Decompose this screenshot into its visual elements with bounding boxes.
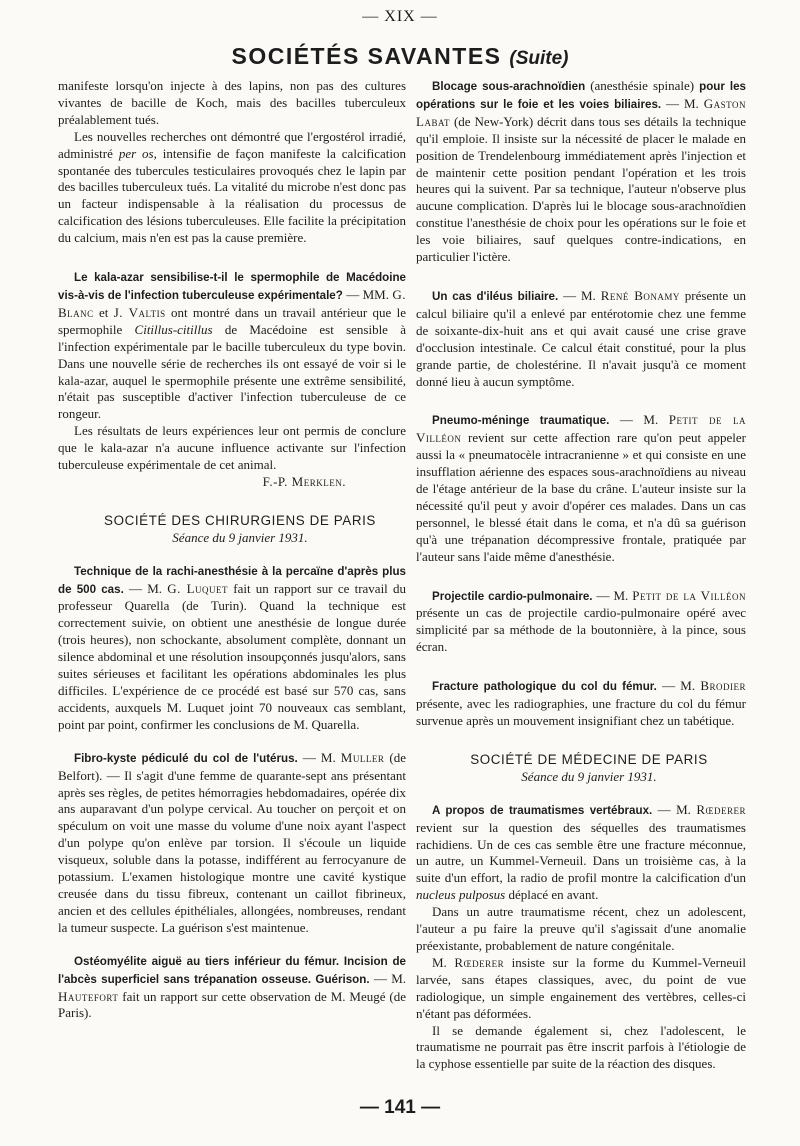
page-header bbox=[0, 43, 800, 70]
article-osteomyelite: Ostéomyélite aiguë au tiers inférieur du fémur. Incision de l'abcès superficiel sans trépanation osseuse. Guérison. — M. Hautefort fait un rapport sur cette observation de M. Meugé (de Paris). bbox=[58, 954, 406, 1021]
article-fibro-kyste: Fibro-kyste pédiculé du col de l'utérus. — M. Muller (de Belfort). — Il s'agit d'une femme de quarante-sept ans présentant après ses règles, de petites hémorragies hebdomadaires, opérée dix ans auparavant d'un polype cervical. Au toucher on perçoit et on spéculum on voit une masse du volume d'une noix ayant l'aspect d'un polype qu'on enlève par torsion. Il s'écoule un liquide visqueux, soluble dans la potasse, indifférent au ferrocyanure de potassium. L'examen histologique montre une cavité kystique creusée dans du tissu fibreux, contenant un caillot fibrineux, ancien et des cellules épithéliales, allongées, nombreuses, rendant la tumeur suspecte. La guérison s'est maintenue. bbox=[58, 749, 406, 935]
signature: F.-P. Merklen. bbox=[262, 473, 346, 489]
header-title: SOCIÉTÉS SAVANTES bbox=[231, 43, 502, 69]
section-heading: SOCIÉTÉ DES CHIRURGIENS DE PARIS bbox=[104, 512, 376, 528]
article-title: Ostéomyélite aiguë au tiers inférieur du fémur. Incision de l'abcès superficiel sans trépanation osseuse. Guérison. bbox=[58, 954, 406, 986]
article-title: Blocage sous-arachnoïdien bbox=[432, 80, 586, 93]
right-column bbox=[416, 78, 746, 1073]
article-pneumo-meninge: Pneumo-méninge traumatique. — M. Petit de la Villéon revient sur cette affection rare qu'on peut appeler aussi la « pneumatocèle intracranienne » et qui consiste en une insufflation aérienne des espaces sous-arachnoïdiens au niveau de l'étage antérieur de la base du crâne. L'auteur insiste sur la nécessité qu'il peut y avoir d'opérer ces malades. Dans un cas personnel, le blessé était dans le coma, et n'a dû sa guérison qu'à une trépanation décompressive frontale, pratiquée par l'auteur sans l'aide même d'anesthésie. bbox=[416, 412, 747, 564]
section-heading: SOCIÉTÉ DE MÉDECINE DE PARIS bbox=[470, 751, 708, 767]
article-kala-azar: Le kala-azar sensibilise-t-il le spermophile de Macédoine vis-à-vis de l'infection tuberculeuse expérimentale? — MM. G. Blanc et J. Valtis ont montré dans un travail antérieur que le spermophile Citillus-citillus de Macédoine est sensible à l'infection expérimentale par le bacille tuberculeux du type bovin. Dans une nouvelle série de recherches ils ont essayé de voir si le kala-azar, auquel le spermophile présente une extrême sensibilité, n'était pas susceptible d'activer l'infection tuberculeuse de ce rongeur. bbox=[58, 271, 406, 422]
paragraph: Il se demande également si, chez l'adolescent, le traumatisme ne pourrait pas être inscrit parfois à l'étiologie de la cyphose essentielle par suite de la réaction des disques. bbox=[416, 1022, 746, 1072]
page-roman-numeral: — XIX — bbox=[362, 8, 438, 25]
article-ileus: Un cas d'iléus biliaire. — M. René Bonamy présente un calcul biliaire qu'il a enlevé par entérotomie chez une femme de soixante-dix-huit ans et qui avait causé une crise grave d'occlusion intestinale. Ce calcul était constitué, pour la plus grande partie, de cholestérine. Il n'avait jusqu'à ce moment donné lieu à aucun symptôme. bbox=[416, 287, 746, 389]
article-title: A propos de traumatismes vertébraux. bbox=[432, 803, 653, 817]
paragraph: M. Rœderer insiste sur la forme du Kummel-Verneuil larvée, sans étapes classiques, avec, du point de vue radiologique, un simple engainement des vertèbres, celles-ci n'étant pas déformées. bbox=[416, 954, 746, 1021]
header-suite: (Suite) bbox=[509, 48, 569, 69]
article-title: Technique de la rachi-anesthésie à la percaïne d'après plus de 500 cas. bbox=[58, 564, 406, 596]
paragraph: Les résultats de leurs expériences leur ont permis de conclure que le kala-azar n'a aucune influence activante sur l'infection tuberculeuse expérimentale de cet animal. bbox=[58, 423, 406, 473]
article-traumatismes: A propos de traumatismes vertébraux. — M. Rœderer revient sur la question des séquelles des traumatismes rachidiens. Un de ces cas semble être une fracture méconnue, un autre, un Kummel-Verneuil. Dans un troisième cas, à la suite d'un effort, la radio de profil montre la calcification d'un nucleus pulposus déplacé en avant. bbox=[416, 801, 746, 903]
section-date: Séance du 9 janvier 1931. bbox=[521, 768, 657, 784]
article-title: Le kala-azar sensibilise-t-il le spermophile de Macédoine vis-à-vis de l'infection tuberculeuse expérimentale? bbox=[58, 271, 406, 302]
paragraph: Les nouvelles recherches ont démontré que l'ergostérol irradié, administré per os, intensifie de façon manifeste la calcification spontanée des tubercules testiculaires provoqués chez le lapin par des bacilles tuberculeux tués. La vitalité du microbe n'est donc pas un facteur indispensable à la réalisation du processus de calcification des lésions tuberculeuses. Elle facilite la précipitation du calcium, mais n'en est pas la cause première. bbox=[58, 128, 407, 246]
article-title: Pneumo-méninge traumatique. bbox=[432, 414, 610, 428]
paragraph: manifeste lorsqu'on injecte à des lapins, non pas des cultures vivantes de bacille de Koch, mais des bacilles tuberculeux préalablement tués. bbox=[58, 78, 406, 127]
page-number: — 141 — bbox=[359, 1097, 441, 1118]
article-projectile: Projectile cardio-pulmonaire. — M. Petit de la Villéon présente un cas de projectile cardio-pulmonaire opéré avec simplicité par sa méthode de la boutonnière, à la pince, sous écran. bbox=[416, 587, 747, 655]
article-fracture: Fracture pathologique du col du fémur. — M. Brodier présente, avec les radiographies, une fracture du col du fémur survenue après un mouvement insignifiant chez un tabétique. bbox=[416, 678, 746, 728]
section-date: Séance du 9 janvier 1931. bbox=[172, 529, 308, 545]
article-title: Fracture pathologique du col du fémur. bbox=[432, 680, 657, 694]
article-title: Fibro-kyste pédiculé du col de l'utérus. bbox=[74, 751, 298, 765]
left-column bbox=[58, 78, 406, 1022]
article-title: Un cas d'iléus biliaire. bbox=[432, 289, 559, 303]
article-rachi-anesthesie: Technique de la rachi-anesthésie à la percaïne d'après plus de 500 cas. — M. G. Luquet fait un rapport sur ce travail du professeur Quarella (de Turin). Quand la technique est correctement suivie, on obtient une anesthésie de longue durée (trois heures), non schockante, absolument complète, donnant un silence abdominal et une résolution insoupçonnés jusqu'alors, sans suites sérieuses et facilitant les opérations abdominales les plus difficiles. L'expérience de ce procédé est basé sur 570 cas, sans accidents, auxquels M. Luquet joint 70 nouveaux cas semblant, point par point, confirmer les conclusions de M. Quarella. bbox=[58, 564, 407, 732]
article-blocage: Blocage sous-arachnoïdien (anesthésie spinale) pour les opérations sur le foie et les voies biliaires. — M. Gaston Labat (de New-York) décrit dans tous ses détails la technique qu'il emploie. Il insiste sur la nécessité de placer le malade en position de Trendelenbourg immédiatement après l'injection et de maintenir cette position pendant l'opération et les trois heures qui la suivent. Par sa technique, l'auteur n'observe plus aucune complication. D'après lui le blocage sous-arachnoïdien constitue l'anesthésie de choix pour les opérations sur le foie et les voie biliaires, sauf quelques contre-indications, en particulier l'ictère. bbox=[416, 78, 746, 265]
paragraph: Dans un autre traumatisme récent, chez un adolescent, l'auteur a pu faire la preuve qu'il s'agissait d'une anomalie préexistante, probablement de nature congénitale. bbox=[416, 904, 746, 953]
article-title: Projectile cardio-pulmonaire. bbox=[432, 589, 593, 603]
